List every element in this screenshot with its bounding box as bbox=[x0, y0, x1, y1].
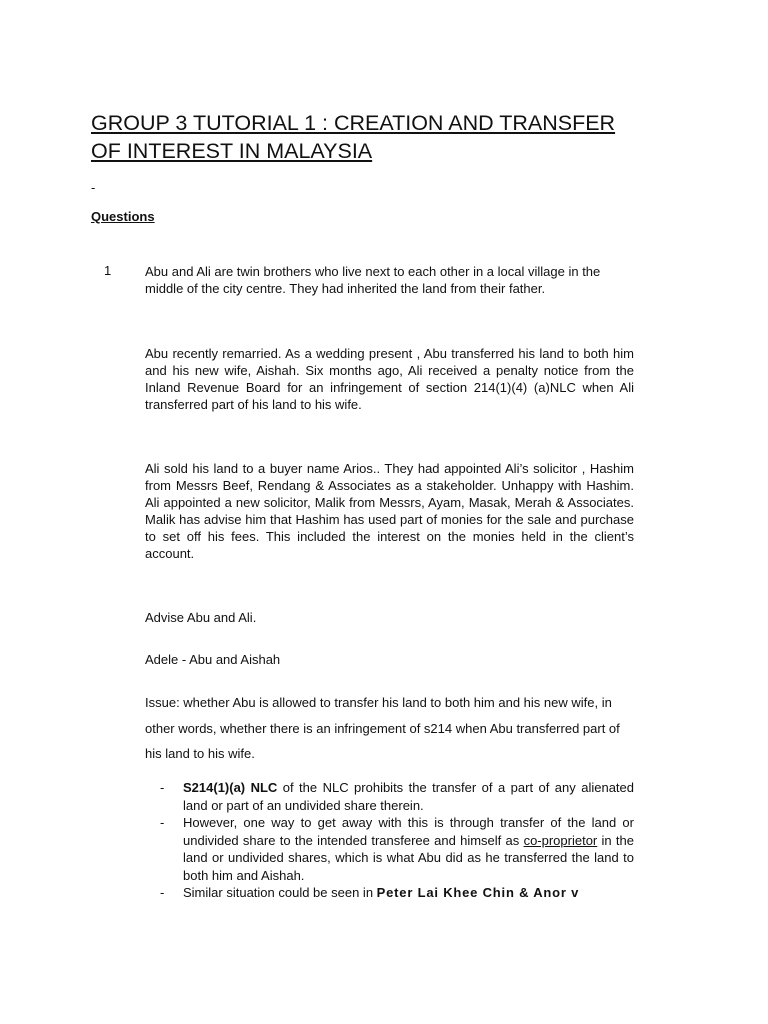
underlined-term: co-proprietor bbox=[523, 832, 598, 848]
list-item bbox=[160, 884, 634, 902]
list-item bbox=[160, 814, 634, 884]
list-item bbox=[160, 779, 634, 814]
paragraph-adele: Adele - Abu and Aishah bbox=[145, 652, 281, 667]
paragraph-issue: Issue: whether Abu is allowed to transfer his land to both him and his new wife, in other words, whether there is an infringement of s214 when Abu transferred part of his land to his wife. bbox=[145, 695, 620, 761]
bullet-dash: - bbox=[160, 885, 165, 900]
stray-dash: - bbox=[91, 180, 96, 195]
paragraph-ali-sold-land: Ali sold his land to a buyer name Arios.. They had appointed Ali’s solicitor , Hashim from Messrs Beef, Rendang & Associates as a stakeholder. Unhappy with Hashim. Ali appointed a new solicitor, Malik from Messrs, Ayam, Masak, Merah & Associates. Malik has advise him that Hashim has used part of monies for the sale and purchase to set off his fees. This included the interest on the monies held in the client’s account. bbox=[145, 461, 634, 561]
document-title bbox=[91, 109, 691, 165]
bullet-text: in the land or undivided shares, which is what Abu did as he transferred the land to both him and Aishah. bbox=[183, 832, 635, 883]
bullet-dash: - bbox=[160, 780, 165, 795]
title-line-2: OF INTEREST IN MALAYSIA bbox=[91, 139, 373, 163]
title-line-1: GROUP 3 TUTORIAL 1 : CREATION AND TRANSFER bbox=[91, 111, 616, 135]
paragraph-abu-remarried: Abu recently remarried. As a wedding present , Abu transferred his land to both him and his new wife, Aishah. Six months ago, Ali received a penalty notice from the Inland Revenue Board for an infringement of section 214(1)(4) (a)NLC when Ali transferred part of his land to his wife. bbox=[145, 346, 634, 412]
bullet-text: Similar situation could be seen in bbox=[183, 885, 377, 900]
paragraph-background: Abu and Ali are twin brothers who live next to each other in a local village in the middle of the city centre. They had inherited the land from their father. bbox=[145, 264, 601, 296]
bullet-list bbox=[160, 779, 634, 902]
bullet-dash: - bbox=[160, 815, 165, 830]
case-name: Peter Lai Khee Chin & Anor v bbox=[376, 885, 580, 900]
questions-heading: Questions bbox=[91, 209, 155, 224]
bullet-text: of the NLC prohibits the transfer of a part of any alienated land or part of an undivided share therein. bbox=[183, 780, 634, 813]
question-number: 1 bbox=[104, 263, 112, 278]
statute-reference: S214(1)(a) NLC bbox=[183, 780, 278, 795]
bullet-text: However, one way to get away with this is through transfer of the land or undivided share to the intended transferee and himself as bbox=[183, 815, 634, 848]
paragraph-advise: Advise Abu and Ali. bbox=[145, 610, 257, 625]
